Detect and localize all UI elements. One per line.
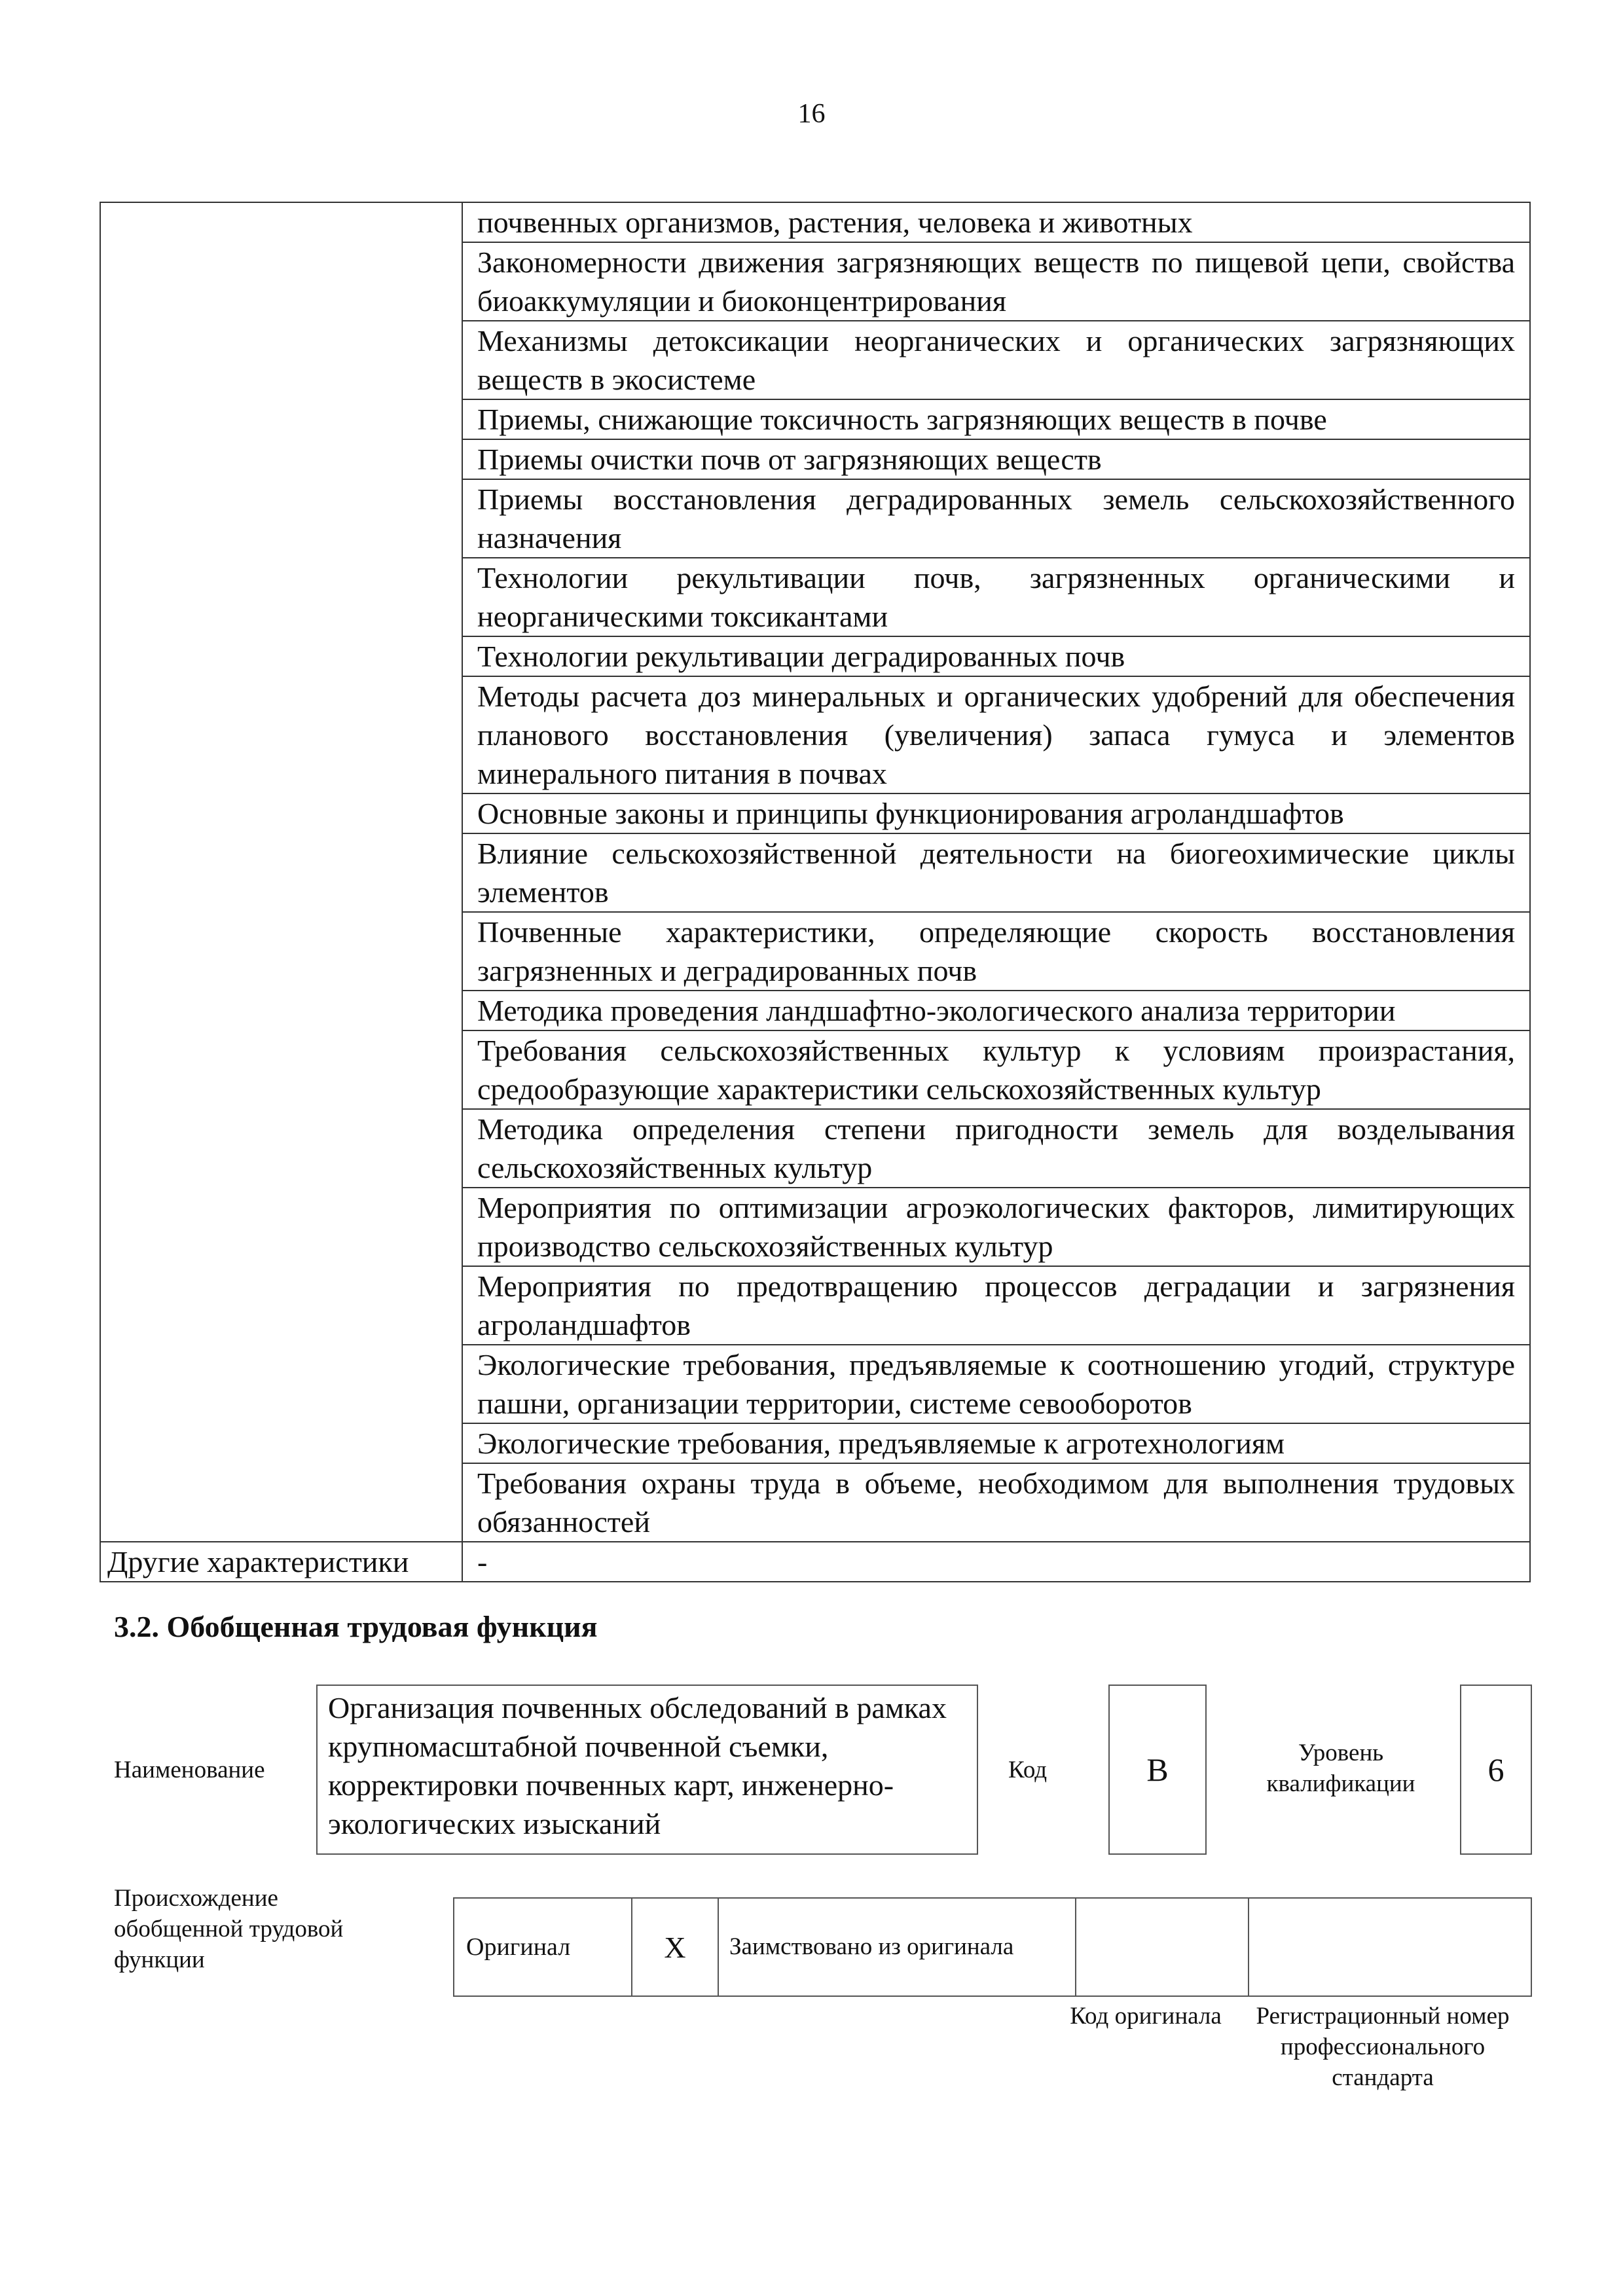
original-mark: X: [632, 1898, 718, 1996]
knowledge-item: Методика определения степени пригодности земель для возделывания сельскохозяйственных культур: [462, 1109, 1530, 1188]
other-characteristics-value: -: [462, 1542, 1530, 1582]
table-row-other: [100, 1542, 1530, 1582]
knowledge-item: Закономерности движения загрязняющих веществ по пищевой цепи, свойства биоаккумуляции и биоконцентрирования: [462, 242, 1530, 321]
knowledge-item: Экологические требования, предъявляемые к соотношению угодий, структуре пашни, организации территории, системе севооборотов: [462, 1345, 1530, 1423]
table-row: [454, 1898, 1531, 1996]
section-title: 3.2. Обобщенная трудовая функция: [114, 1610, 598, 1643]
table-row: [100, 202, 1530, 242]
knowledge-item: Механизмы детоксикации неорганических и органических загрязняющих веществ в экосистеме: [462, 321, 1530, 399]
knowledge-item: Влияние сельскохозяйственной деятельности на биогеохимические циклы элементов: [462, 833, 1530, 912]
knowledge-item: Мероприятия по предотвращению процессов деградации и загрязнения агроландшафтов: [462, 1266, 1530, 1345]
knowledge-item: Технологии рекультивации почв, загрязненных органическими и неорганическими токсикантами: [462, 558, 1530, 636]
knowledge-item: Технологии рекультивации деградированных почв: [462, 636, 1530, 676]
knowledge-item: Приемы очистки почв от загрязняющих веществ: [462, 439, 1530, 479]
original-label: Оригинал: [454, 1898, 632, 1996]
borrowed-label: Заимствовано из оригинала: [718, 1898, 1076, 1996]
qualification-level-label: Уровень квалификации: [1266, 1740, 1415, 1797]
knowledge-item: Приемы, снижающие токсичность загрязняющих веществ в почве: [462, 399, 1530, 439]
code-value-box: B: [1108, 1685, 1207, 1855]
knowledge-item: Требования сельскохозяйственных культур к условиям произрастания, средообразующие характеристики сельскохозяйственных культур: [462, 1030, 1530, 1109]
knowledge-item: Мероприятия по оптимизации агроэкологических факторов, лимитирующих производство сельскохозяйственных культур: [462, 1188, 1530, 1266]
page-number: 16: [797, 99, 826, 129]
origin-label: Происхождение обобщенной трудовой функции: [114, 1885, 344, 1973]
function-name-box: Организация почвенных обследований в рамках крупномасштабной почвенной съемки, корректировки почвенных карт, инженерно-экологических изысканий: [316, 1685, 978, 1855]
knowledge-table: [100, 202, 1531, 1582]
knowledge-item: Требования охраны труда в объеме, необходимом для выполнения трудовых обязанностей: [462, 1463, 1530, 1542]
original-code-cell: [1076, 1898, 1249, 1996]
knowledge-item: Методы расчета доз минеральных и органических удобрений для обеспечения планового восстановления (увеличения) запаса гумуса и элементов минерального питания в почвах: [462, 676, 1530, 793]
knowledge-item: почвенных организмов, растения, человека и животных: [462, 202, 1530, 242]
code-label: Код: [1008, 1757, 1048, 1783]
knowledge-item: Методика проведения ландшафтно-экологического анализа территории: [462, 991, 1530, 1030]
table-left-cell-empty: [100, 202, 462, 1542]
registration-number-cell: [1249, 1898, 1531, 1996]
knowledge-item: Основные законы и принципы функционирования агроландшафтов: [462, 793, 1530, 833]
origin-table: [453, 1897, 1532, 1997]
name-label: Наименование: [114, 1757, 265, 1783]
registration-number-caption: Регистрационный номер профессионального стандарта: [1256, 2003, 1510, 2091]
other-characteristics-label: Другие характеристики: [100, 1542, 462, 1582]
knowledge-item: Экологические требования, предъявляемые к агротехнологиям: [462, 1423, 1530, 1463]
knowledge-item: Почвенные характеристики, определяющие скорость восстановления загрязненных и деградированных почв: [462, 912, 1530, 991]
qualification-level-box: 6: [1460, 1685, 1532, 1855]
original-code-caption: Код оригинала: [1070, 2003, 1222, 2030]
knowledge-item: Приемы восстановления деградированных земель сельскохозяйственного назначения: [462, 479, 1530, 558]
